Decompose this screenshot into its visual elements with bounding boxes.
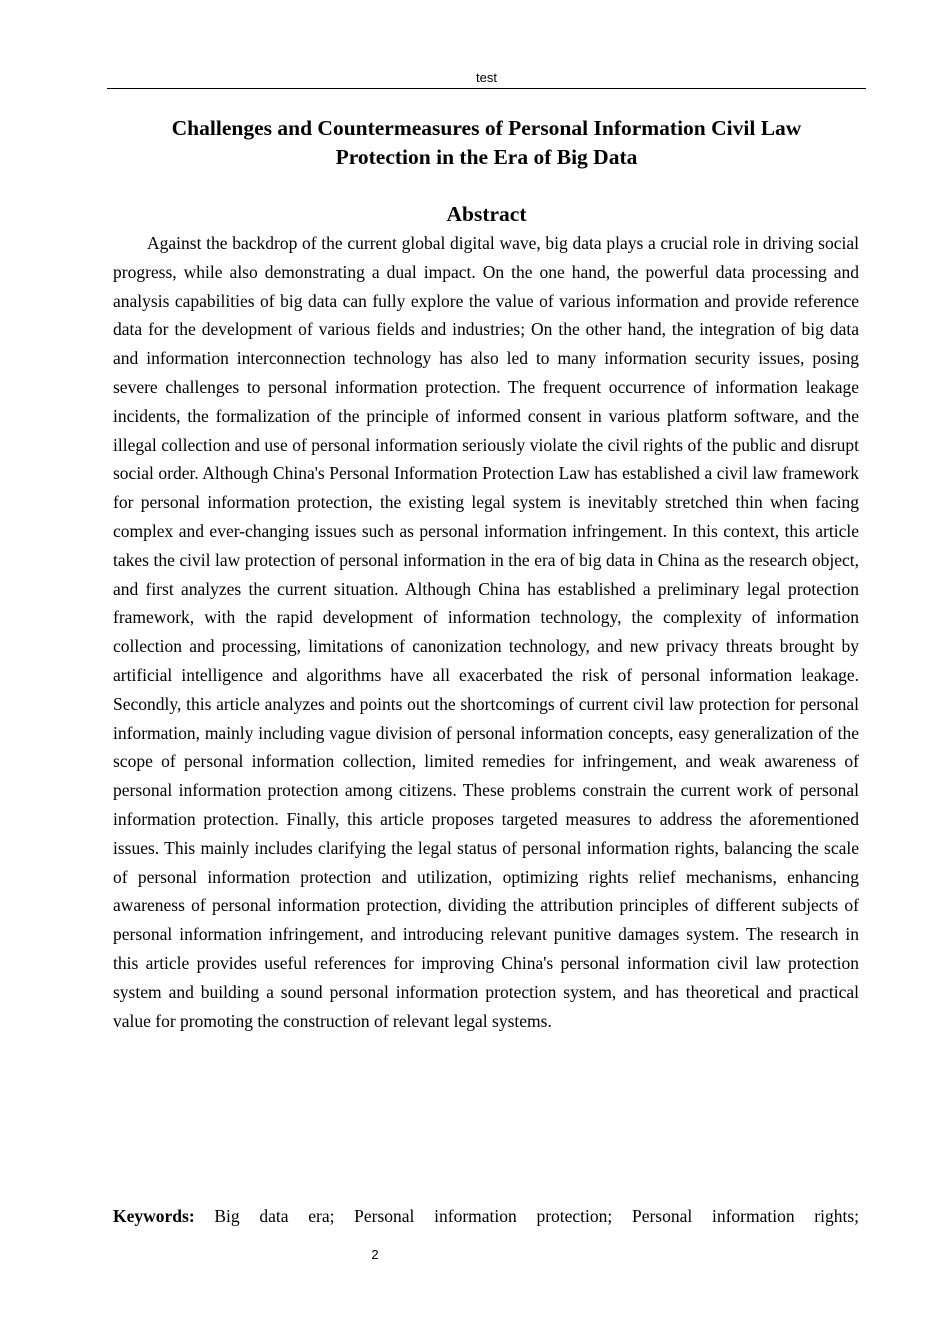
- abstract-paragraph: Against the backdrop of the current global digital wave, big data plays a crucial role in driving social progress, while also demonstrating a dual impact. On the one hand, the powerful data processing and analysis capabilities of big data can fully explore the value of various information and provide reference data for the development of various fields and industries; On the other hand, the integration of big data and information interconnection technology has also led to many information security issues, posing severe challenges to personal information protection. The frequent occurrence of information leakage incidents, the formalization of the principle of informed consent in various platform software, and the illegal collection and use of personal information seriously violate the civil rights of the public and disrupt social order. Although China's Personal Information Protection Law has established a civil law framework for personal information protection, the existing legal system is inevitably stretched thin when facing complex and ever-changing issues such as personal information infringement. In this context, this article takes the civil law protection of personal information in the era of big data in China as the research object, and first analyzes the current situation. Although China has established a preliminary legal protection framework, with the rapid development of information technology, the complexity of information collection and processing, limitations of canonization technology, and new privacy threats brought by artificial intelligence and algorithms have all exacerbated the risk of personal information leakage. Secondly, this article analyzes and points out the shortcomings of current civil law protection for personal information, mainly including vague division of personal information concepts, easy generalization of the scope of personal information collection, limited remedies for infringement, and weak awareness of personal information protection among citizens. These problems constrain the current work of personal information protection. Finally, this article proposes targeted measures to address the aforementioned issues. This mainly includes clarifying the legal status of personal information rights, balancing the scale of personal information protection and utilization, optimizing rights relief mechanisms, enhancing awareness of personal information protection, dividing the attribution principles of different subjects of personal information infringement, and introducing relevant punitive damages system. The research in this article provides useful references for improving China's personal information civil law protection system and building a sound personal information protection system, and has theoretical and practical value for promoting the construction of relevant legal systems.: [113, 233, 859, 1031]
- header-rule: [107, 88, 866, 89]
- keywords-text: Big data era; Personal information protection; Personal information rights;: [214, 1206, 859, 1226]
- paper-title: [107, 114, 866, 172]
- page-number: 2: [371, 1247, 379, 1262]
- keywords-label: Keywords:: [113, 1206, 195, 1226]
- paper-title-line-1: Challenges and Countermeasures of Personal Information Civil Law: [171, 116, 802, 140]
- running-header: test: [476, 70, 497, 85]
- abstract-heading: Abstract: [446, 202, 527, 226]
- paper-title-line-2: Protection in the Era of Big Data: [335, 145, 638, 169]
- keywords-line: [113, 1202, 859, 1231]
